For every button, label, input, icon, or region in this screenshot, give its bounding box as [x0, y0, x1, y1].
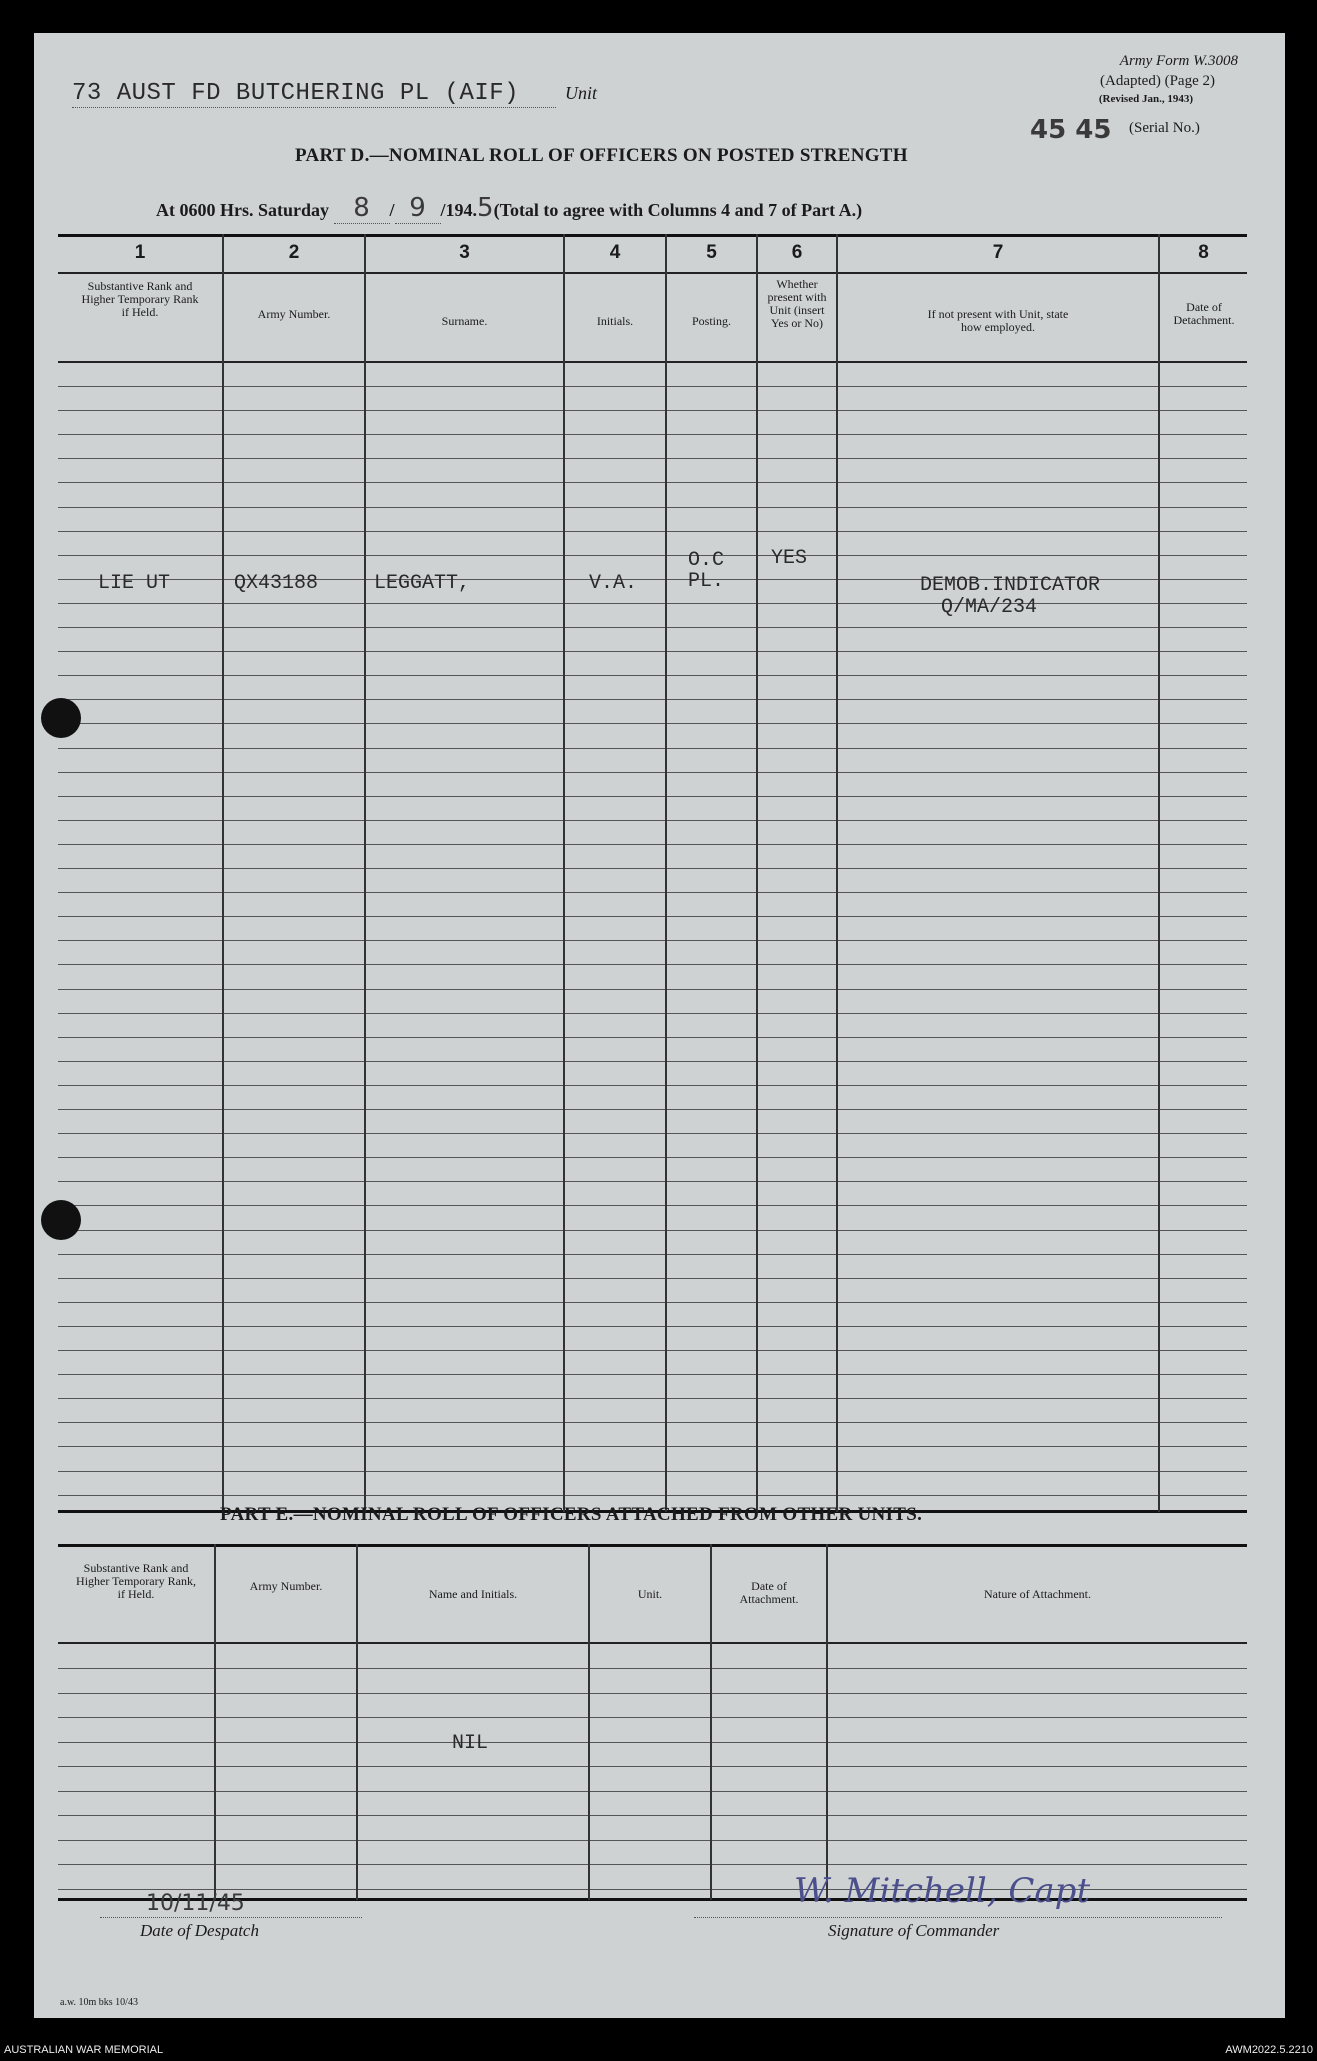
unit-label: Unit — [565, 83, 598, 103]
ruled-line — [58, 1157, 1247, 1158]
ruled-line — [58, 1766, 1247, 1767]
serial-number: 45 45 — [1030, 115, 1112, 145]
col-divider-1 — [222, 234, 224, 1512]
e-entry-nil: NIL — [452, 1732, 489, 1755]
ruled-line — [58, 1205, 1247, 1206]
col-label-army-number: Army Number. — [257, 307, 331, 321]
ruled-line — [58, 1181, 1247, 1182]
punch-hole-bottom — [41, 1200, 81, 1240]
ruled-line — [58, 1717, 1247, 1718]
date-year-prefix: /194. — [440, 200, 478, 220]
e-col-label-date: Date of Attachment. — [739, 1579, 799, 1606]
col-label-rank: Substantive Rank and Higher Temporary Rank if Held. — [81, 279, 199, 319]
ruled-line — [58, 675, 1247, 676]
print-code: a.w. 10m bks 10/43 — [60, 1997, 138, 2008]
ruled-line — [58, 651, 1247, 652]
ruled-line — [58, 1254, 1247, 1255]
entry-present: YES — [771, 547, 808, 570]
footer-right: AWM2022.5.2210 — [1225, 2044, 1313, 2056]
col-num-6: 6 — [791, 242, 803, 263]
despatch-date: 10/11/45 — [146, 1891, 245, 1916]
col-label-present: Whether present with Unit (insert Yes or No) — [767, 277, 827, 330]
ruled-line — [58, 1302, 1247, 1303]
army-form-label: Army Form W.3008 — [1119, 53, 1238, 69]
e-col-label-rank: Substantive Rank and Higher Temporary Rank, if Held. — [76, 1561, 196, 1601]
ruled-line — [58, 1278, 1247, 1279]
ruled-line — [58, 1061, 1247, 1062]
despatch-dotted-line — [100, 1917, 362, 1918]
col-label-surname: Surname. — [441, 314, 488, 328]
date-prefix: At 0600 Hrs. Saturday — [156, 200, 330, 220]
adapted-label: (Adapted) (Page 2) — [1100, 73, 1215, 89]
ruled-line — [58, 434, 1247, 435]
signature-label: Signature of Commander — [828, 1921, 1000, 1940]
col-num-5: 5 — [706, 242, 717, 263]
entry-employed-line1: DEMOB.INDICATOR — [920, 574, 1101, 597]
date-suffix: (Total to agree with Columns 4 and 7 of Part A.) — [493, 200, 863, 220]
e-col-divider-1 — [214, 1544, 216, 1900]
ruled-line — [58, 1422, 1247, 1423]
e-col-divider-4 — [710, 1544, 712, 1900]
ruled-line — [58, 386, 1247, 387]
col-divider-2 — [364, 234, 366, 1512]
part-e-header-divider — [58, 1642, 1247, 1644]
footer-left: AUSTRALIAN WAR MEMORIAL — [4, 2044, 164, 2056]
date-month: 9 — [395, 193, 441, 224]
ruled-line — [58, 1471, 1247, 1472]
entry-initials: V.A. — [589, 572, 638, 595]
col-num-2: 2 — [288, 242, 300, 263]
ruled-line — [58, 699, 1247, 700]
ruled-line — [58, 772, 1247, 773]
ruled-line — [58, 507, 1247, 508]
entry-posting-line2: PL. — [688, 570, 725, 593]
ruled-line — [58, 1326, 1247, 1327]
e-col-label-name: Name and Initials. — [428, 1587, 518, 1601]
e-col-label-army-number: Army Number. — [249, 1579, 323, 1593]
ruled-line — [58, 796, 1247, 797]
ruled-line — [58, 844, 1247, 845]
col-divider-3 — [563, 234, 565, 1512]
ruled-line — [58, 748, 1247, 749]
ruled-line — [58, 1742, 1247, 1743]
ruled-line — [58, 1668, 1247, 1669]
entry-surname: LEGGATT, — [374, 572, 471, 595]
ruled-line — [58, 1864, 1247, 1865]
ruled-line — [58, 868, 1247, 869]
despatch-label: Date of Despatch — [140, 1921, 259, 1940]
part-d-top-border — [58, 234, 1247, 237]
e-col-label-unit: Unit. — [637, 1587, 663, 1601]
part-d-header-divider — [58, 361, 1247, 363]
ruled-line — [58, 1840, 1247, 1841]
entry-rank: LIE UT — [98, 572, 171, 595]
ruled-line — [58, 1495, 1247, 1496]
ruled-line — [58, 458, 1247, 459]
ruled-line — [58, 989, 1247, 990]
col-divider-7 — [1158, 234, 1160, 1512]
ruled-line — [58, 555, 1247, 556]
col-num-1: 1 — [134, 242, 146, 263]
part-e-title: PART E.—NOMINAL ROLL OF OFFICERS ATTACHED FROM OTHER UNITS. — [220, 1504, 923, 1525]
col-label-detachment: Date of Detachment. — [1173, 300, 1235, 327]
date-year-digit: 5 — [477, 193, 494, 223]
ruled-line — [58, 1230, 1247, 1231]
col-label-posting: Posting. — [691, 314, 731, 328]
ruled-line — [58, 964, 1247, 965]
col-divider-5 — [756, 234, 758, 1512]
col-divider-6 — [836, 234, 838, 1512]
ruled-line — [58, 892, 1247, 893]
revised-label: (Revised Jan., 1943) — [1098, 93, 1193, 105]
form-page — [34, 33, 1285, 2018]
ruled-line — [58, 820, 1247, 821]
ruled-line — [58, 410, 1247, 411]
col-num-3: 3 — [459, 242, 470, 263]
entry-army-number: QX43188 — [234, 572, 319, 595]
ruled-line — [58, 603, 1247, 604]
col-num-8: 8 — [1198, 242, 1209, 263]
part-d-num-divider — [58, 272, 1247, 274]
signature-dotted-line — [694, 1917, 1222, 1918]
punch-hole-top — [41, 698, 81, 738]
serial-label: (Serial No.) — [1129, 120, 1200, 136]
part-e-table — [58, 1544, 1247, 1901]
part-d-title: PART D.—NOMINAL ROLL OF OFFICERS ON POSTED STRENGTH — [295, 145, 908, 166]
ruled-line — [58, 1013, 1247, 1014]
commander-signature: W. Mitchell, Capt — [794, 1871, 1091, 1911]
part-d-table — [58, 234, 1247, 1513]
unit-dotted-line — [72, 107, 556, 108]
ruled-line — [58, 1791, 1247, 1792]
col-divider-4 — [665, 234, 667, 1512]
part-e-top-border — [58, 1544, 1247, 1547]
ruled-line — [58, 940, 1247, 941]
date-day: 8 — [334, 193, 390, 224]
entry-employed-line2: Q/MA/234 — [941, 596, 1038, 619]
ruled-line — [58, 916, 1247, 917]
ruled-line — [58, 1037, 1247, 1038]
ruled-line — [58, 1133, 1247, 1134]
ruled-line — [58, 1398, 1247, 1399]
unit-name: 73 AUST FD BUTCHERING PL (AIF) — [72, 80, 520, 107]
date-line: At 0600 Hrs. Saturday 8 / 9 /194.5(Total to agree with Columns 4 and 7 of Part A.) — [156, 193, 863, 223]
entry-posting-line1: O.C — [688, 549, 725, 572]
col-num-4: 4 — [609, 242, 621, 263]
ruled-line — [58, 1693, 1247, 1694]
ruled-line — [58, 1815, 1247, 1816]
ruled-line — [58, 1374, 1247, 1375]
ruled-line — [58, 1446, 1247, 1447]
ruled-line — [58, 1109, 1247, 1110]
ruled-line — [58, 482, 1247, 483]
ruled-line — [58, 627, 1247, 628]
ruled-line — [58, 531, 1247, 532]
ruled-line — [58, 1350, 1247, 1351]
col-num-7: 7 — [992, 242, 1004, 263]
col-label-employed: If not present with Unit, state how employed. — [927, 307, 1069, 334]
e-col-label-nature: Nature of Attachment. — [984, 1587, 1091, 1601]
ruled-line — [58, 1085, 1247, 1086]
col-label-initials: Initials. — [596, 314, 634, 328]
ruled-line — [58, 723, 1247, 724]
